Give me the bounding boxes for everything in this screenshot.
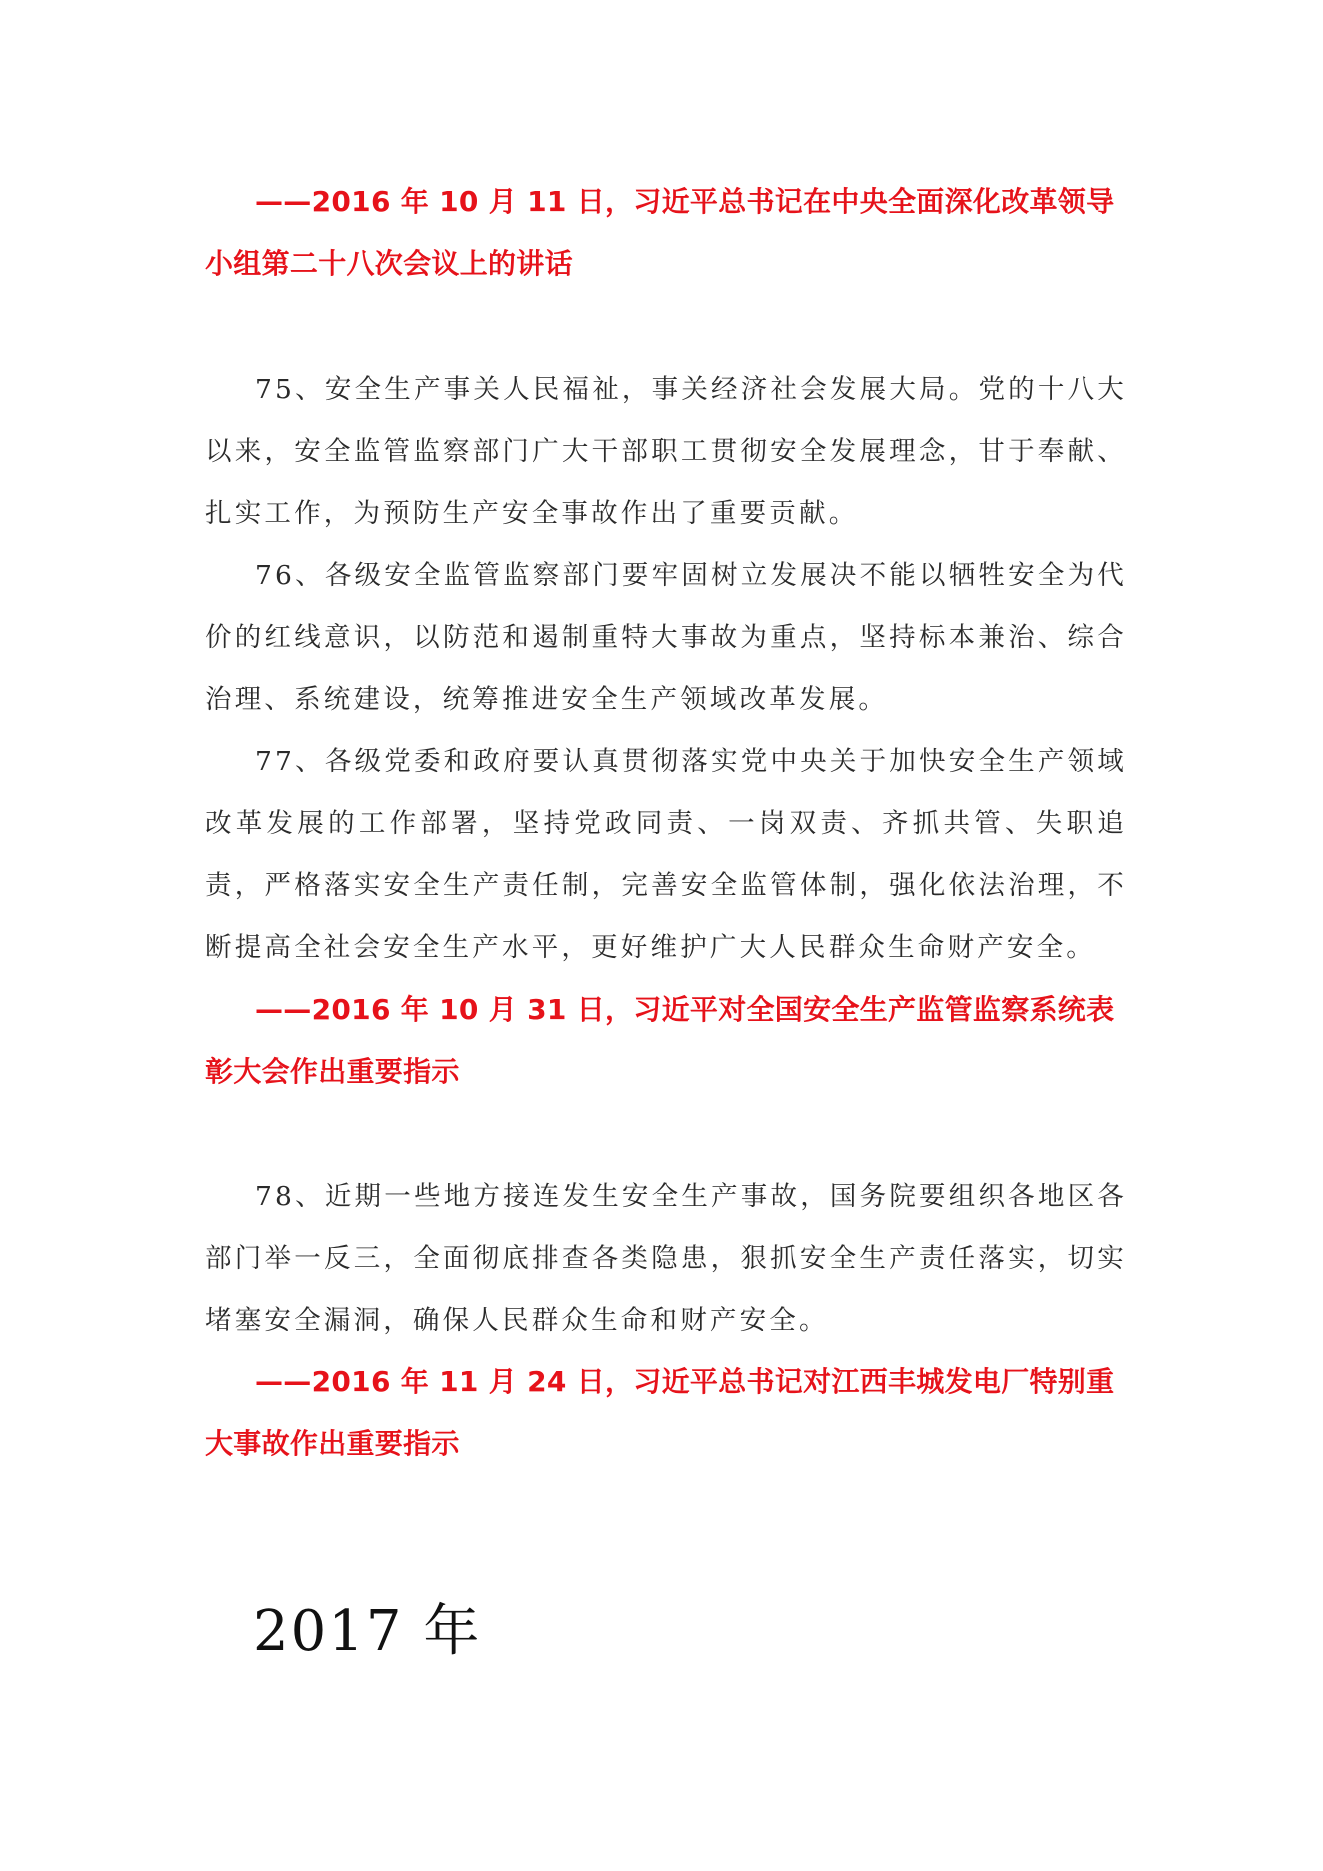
paragraph-75: 75、安全生产事关人民福祉，事关经济社会发展大局。党的十八大以来，安全监管监察部门广大干部职工贯彻安全发展理念，甘于奉献、扎实工作，为预防生产安全事故作出了重要贡献。 [205,374,1127,529]
paragraph-78: 78、近期一些地方接连发生安全生产事故，国务院要组织各地区各部门举一反三，全面彻底排查各类隐患，狠抓安全生产责任落实，切实堵塞安全漏洞，确保人民群众生命和财产安全。 [205,1181,1127,1336]
paragraph-77: 77、各级党委和政府要认真贯彻落实党中央关于加快安全生产领域改革发展的工作部署，坚持党政同责、一岗双责、齐抓共管、失职追责，严格落实安全生产责任制，完善安全监管体制，强化依法治理，不断提高全社会安全生产水平，更好维护广大人民群众生命财产安全。 [205,746,1127,963]
year-heading: 2017 年 [253,1599,482,1664]
quote-attribution-2: ——2016 年 10 月 31 日，习近平对全国安全生产监管监察系统表彰大会作出重要指示 [205,993,1115,1088]
quote-attribution-3: ——2016 年 11 月 24 日，习近平总书记对江西丰城发电厂特别重大事故作出重要指示 [205,1365,1115,1460]
paragraph-76: 76、各级安全监管监察部门要牢固树立发展决不能以牺牲安全为代价的红线意识，以防范和遏制重特大事故为重点，坚持标本兼治、综合治理、系统建设，统筹推进安全生产领域改革发展。 [205,560,1127,715]
quote-attribution-1: ——2016 年 10 月 11 日，习近平总书记在中央全面深化改革领导小组第二十八次会议上的讲话 [205,185,1115,280]
